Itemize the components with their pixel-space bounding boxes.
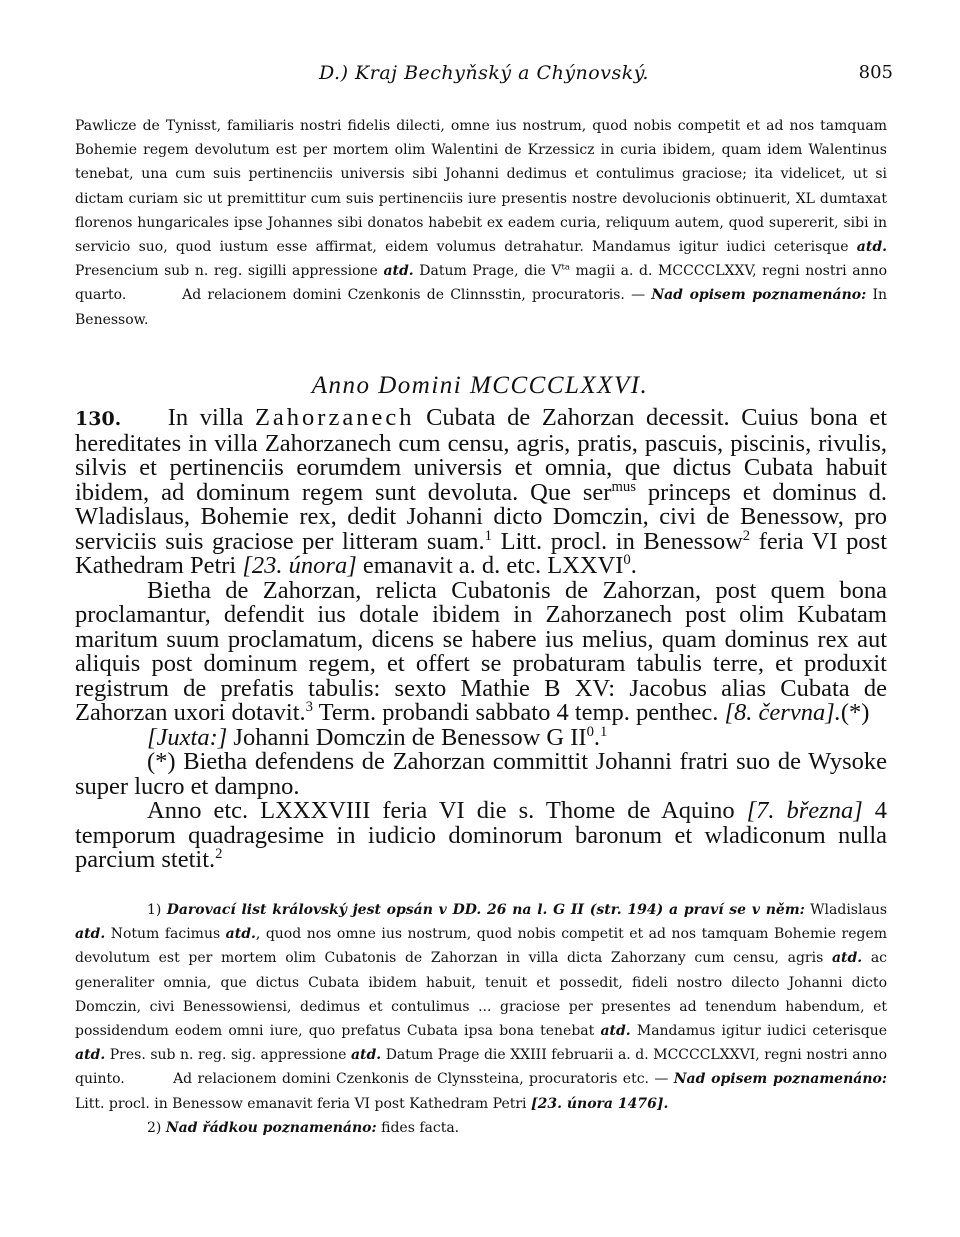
entry-130 bbox=[75, 406, 887, 873]
date-note: [8. června]. bbox=[724, 699, 841, 726]
footnote-ref: 1 bbox=[600, 723, 608, 740]
place-name: Zahorzanech bbox=[254, 404, 415, 431]
footnote-ref: 2 bbox=[742, 527, 751, 544]
date-note: [23. února] bbox=[242, 552, 357, 579]
footnotes bbox=[75, 898, 887, 1140]
footnote-1: 1) Darovací list královský jest opsán v DD. 26 na l. G II (str. 194) a praví se v něm: Wladislaus atd. Notum facimus atd., quod nos omne ius nostrum, quod nobis competit et ad nos tamquam Bohemie regem devolutum est per mortem olim Cubatonis de Zahorzan in villa dicta Zahorzany cum censu, agris atd. ac generaliter omnia, que dictus Cubata ibidem habuit, tenuit et possedit, fideli nostro dilecto Johanni dicto Domczin, civi Benessowiensi, dedimus et contulimus ... graciose per presentes ad tenendum habendum, et possidendum eodem omni iure, quo prefatus Cubata ipsa bona tenebat atd. Mandamus igitur iudici ceterisque atd. Pres. sub n. reg. sig. appressione atd. Datum Prage die XXIII februarii a. d. MCCCCLXXVI, regni nostri anno quinto. Ad relacionem domini Czenkonis de Clynssteina, procuratoris etc. — Nad opisem poznamenáno: Litt. procl. in Benessow emanavit feria VI post Kathedram Petri [23. února 1476]. bbox=[75, 902, 888, 1112]
entry-paragraph-3: [Juxta:] Johanni Domczin de Benessow G $II^0.^1$ bbox=[147, 723, 608, 751]
year-heading: Anno Domini MCCCCLXXVI. bbox=[311, 372, 649, 399]
footnote-ref: 3 bbox=[305, 698, 313, 715]
footnote-2: 2) Nad řádkou poznamenáno: fides facta. bbox=[147, 1119, 460, 1136]
continuation-paragraph: Pawlicze de Tynisst, familiaris nostri fidelis dilecti, omne ius nostrum, quod nobis competit et ad nos tamquam Bohemie regem devolutum est per mortem olim Walentini de Krzessicz in curia ibidem, quam idem Walentinus tenebat, una cum suis pertinenciis universis sibi Johanni dedimus et contulimus graciose; ita videlicet, ut si dictam curiam sic ut premittitur cum suis pertinenciis iure presentis nostre devolucionis obtinuerit, XL dumtaxat florenos hungaricales ipse Johannes sibi donatos habebit ex eadem curia, reliquum autem, quod supererit, sibi in servicio suo, quod iustum esse affirmat, eidem volumus detrahatur. Mandamus igitur iudici ceterisque atd. Presencium sub n. reg. sigilli appressione atd. Datum Prage, die $V^{ta}$ magii a. d. MCCCCLXXV, regni nostri anno quarto. Ad relacionem domini Czenkonis de Clinnsstin, procuratoris. — Nad opisem poznamenáno: In Benessow. bbox=[75, 118, 888, 328]
entry-paragraph-5: Anno etc. LXXXVIII feria VI die s. Thome de Aquino [7. března] 4 temporum quadragesime in iudicio dominorum baronum et wladiconum nulla parcium stetit.$^2$ bbox=[75, 797, 888, 873]
entry-number: 130. bbox=[75, 408, 122, 430]
page-number: 805 bbox=[858, 62, 893, 83]
editorial-note: Nad opisem poznamenáno: bbox=[651, 287, 867, 304]
page-header bbox=[75, 62, 893, 90]
footnote-ref: 1 bbox=[484, 527, 493, 544]
charter-continuation bbox=[75, 114, 887, 332]
footnote-ref: 2 bbox=[215, 845, 223, 862]
entry-paragraph-2: Bietha de Zahorzan, relicta Cubatonis de Zahorzan, post quem bona proclamantur, defendit ius dotale ibidem in Zahorzanech post olim Kubatam maritum suum proclamatum, dicens se habere ius melius, quam dominus rex aut aliquis post dominum regem, et offert se probaturam tabulis terre, et produxit registrum de prefatis tabulis: sexto Mathie B XV: Jacobus alias Cubata de Zahorzan uxori dotavit.$^3$ Term. probandi sabbato 4 temp. penthec. [8. června].(*) bbox=[75, 576, 887, 726]
running-title: D.) Kraj Bechyňský a Chýnovský. bbox=[319, 62, 649, 84]
entry-paragraph-4: (*) Bietha defendens de Zahorzan committit Johanni fratri suo de Wysoke super lucro et dampno. bbox=[75, 748, 887, 800]
date-note: [7. března] bbox=[746, 797, 863, 824]
entry-paragraph-1: 130. In villa Zahorzanech Cubata de Zahorzan decessit. Cuius bona et hereditates in villa Zahorzanech cum censu, agris, pratis, pascuis, piscinis, rivulis, silvis et pertinenciis eorumdem universis et omnia, que dictus Cubata habuit ibidem, ad dominum regem sunt devoluta. Que ser$^{mus}$ princeps et dominus d. Wladislaus, Bohemie rex, dedit Johanni dicto Domczin, civi de Benessow, pro serviciis suis graciose per litteram suam.$^1$ Litt. procl. in Benessow$^2$ feria VI post Kathedram Petri [23. února] emanavit a. d. etc. LXXVI$^0$. bbox=[75, 404, 888, 579]
